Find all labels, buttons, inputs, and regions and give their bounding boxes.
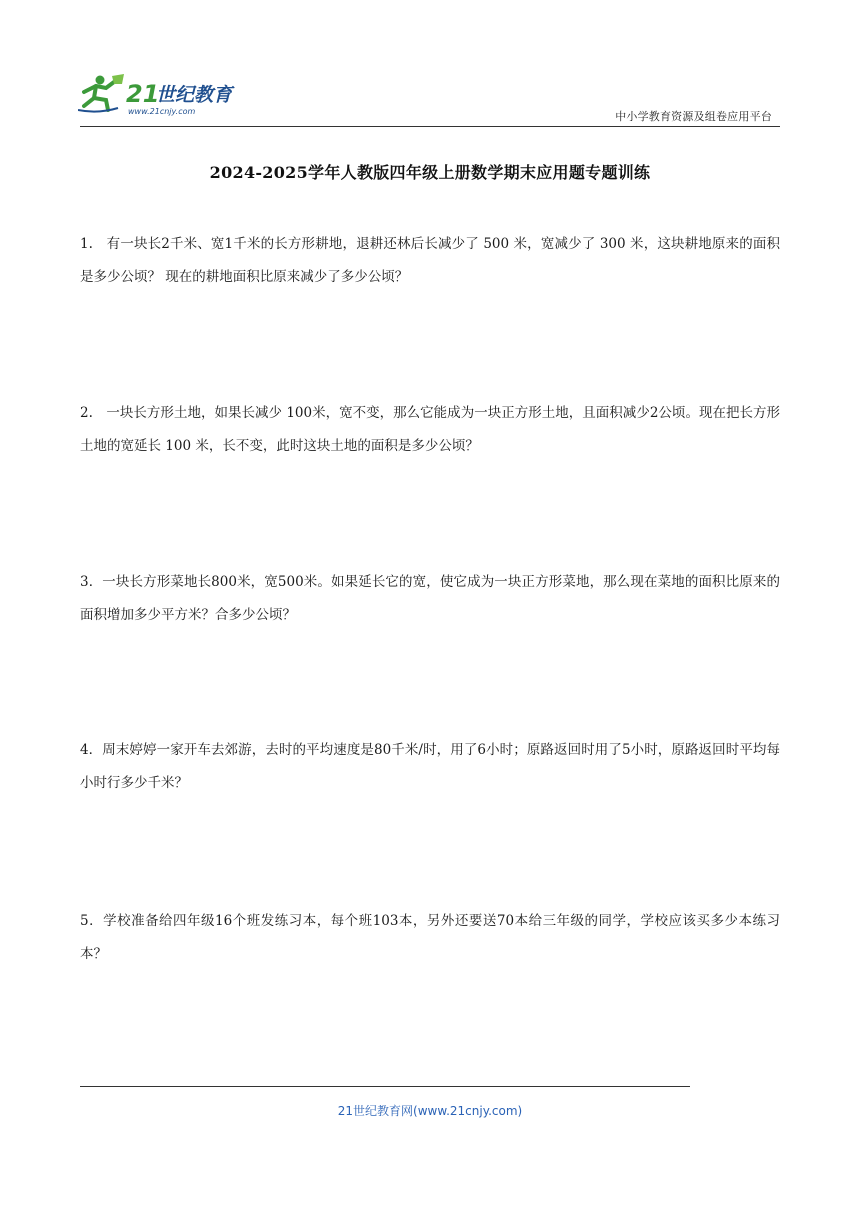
svg-text:21: 21 — [126, 80, 160, 108]
runner-logo-icon — [78, 70, 248, 118]
svg-text:www.21cnjy.com: www.21cnjy.com — [128, 107, 196, 116]
question-2: 2. 一块长方形土地，如果长减少 100米，宽不变，那么它能成为一块正方形土地，且面积减少2公顷。现在把长方形土地的宽延长 100 米，长不变，此时这块土地的面积是多少公顷？ — [80, 405, 780, 454]
header-divider — [80, 126, 780, 127]
footer-divider — [80, 1086, 690, 1087]
question-4: 4．周末婷婷一家开车去郊游，去时的平均速度是80千米/时，用了6小时；原路返回时用了5小时，原路返回时平均每小时行多少千米？ — [80, 742, 780, 791]
site-logo[interactable] — [78, 70, 248, 118]
svg-text:世纪教育: 世纪教育 — [156, 84, 233, 106]
footer-link[interactable]: 21世纪教育网(www.21cnjy.com) — [337, 1104, 523, 1118]
document-title: 2024-2025学年人教版四年级上册数学期末应用题专题训练 — [209, 163, 651, 182]
question-1: 1. 有一块长2千米、宽1千米的长方形耕地，退耕还林后长减少了 500 米，宽减少了 300 米，这块耕地原来的面积是多少公顷？ 现在的耕地面积比原来减少了多少公顷？ — [80, 236, 780, 285]
question-5: 5．学校准备给四年级16个班发练习本，每个班103本，另外还要送70本给三年级的同学，学校应该买多少本练习本？ — [80, 913, 780, 962]
question-3: 3．一块长方形菜地长800米，宽500米。如果延长它的宽，使它成为一块正方形菜地，那么现在菜地的面积比原来的面积增加多少平方米？合多少公顷？ — [80, 574, 780, 623]
site-slogan: 中小学教育资源及组卷应用平台 — [615, 110, 772, 123]
